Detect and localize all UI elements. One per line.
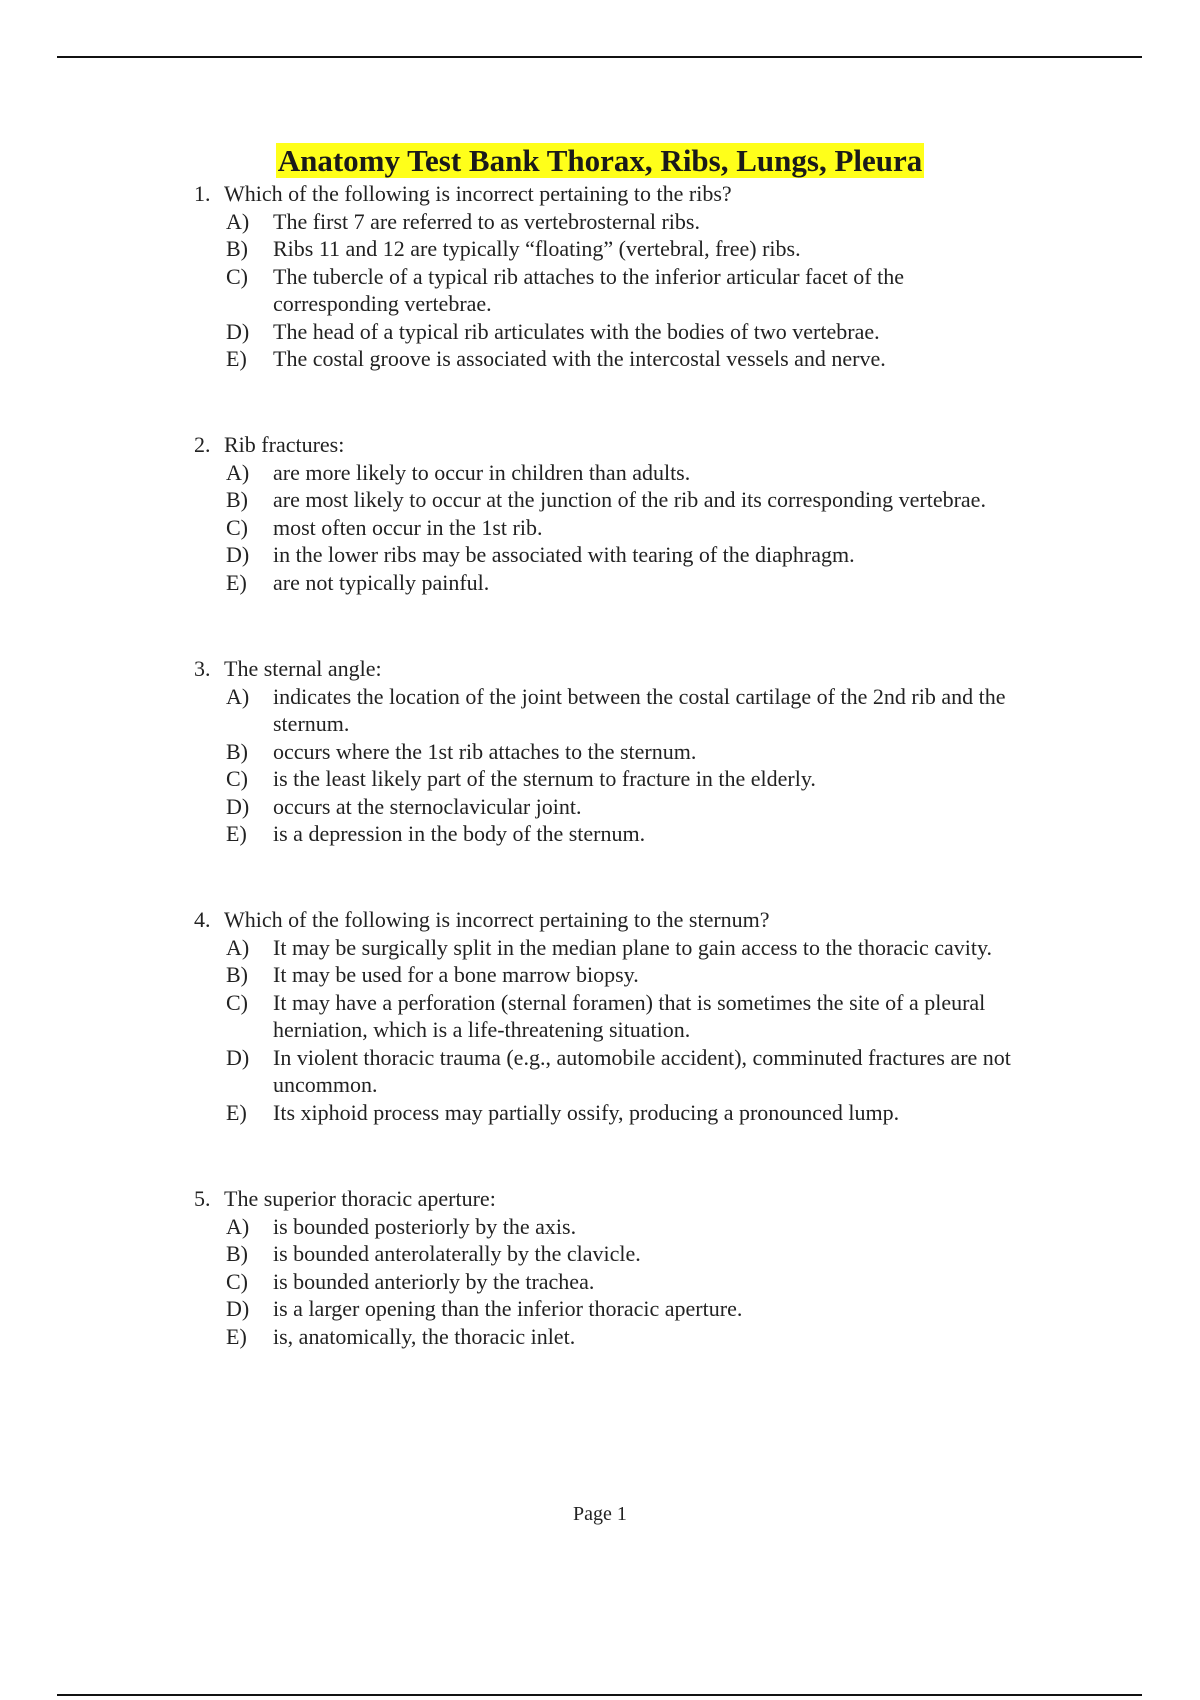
option-letter: A) <box>226 1213 250 1239</box>
option-text: is a larger opening than the inferior thoracic aperture. <box>273 1296 743 1321</box>
option-text: Its xiphoid process may partially ossify, producing a pronounced lump. <box>273 1099 900 1125</box>
question-3 <box>0 655 1200 848</box>
question-text: The sternal angle: <box>224 656 382 681</box>
option-letter: C) <box>226 514 248 540</box>
option-b <box>0 1240 1200 1268</box>
option-b <box>0 738 1200 766</box>
option-letter: E) <box>226 821 247 846</box>
question-number: 5. <box>194 1186 211 1211</box>
option-letter: D) <box>226 1044 250 1070</box>
option-text: is bounded anterolaterally by the clavicle. <box>273 1241 641 1266</box>
option-text: is the least likely part of the sternum to fracture in the elderly. <box>273 766 816 791</box>
option-a <box>0 1213 1200 1241</box>
option-letter: C) <box>226 989 248 1015</box>
option-text: is bounded anteriorly by the trachea. <box>273 1268 595 1294</box>
question-text: Which of the following is incorrect pertaining to the ribs? <box>224 181 732 206</box>
question-number: 3. <box>194 656 211 681</box>
question-text: The superior thoracic aperture: <box>224 1186 496 1211</box>
option-text: most often occur in the 1st rib. <box>273 514 543 540</box>
question-number: 1. <box>194 181 211 206</box>
option-letter: C) <box>226 263 248 289</box>
option-letter: D) <box>226 542 250 567</box>
option-letter: E) <box>226 346 247 371</box>
option-text: The head of a typical rib articulates with the bodies of two vertebrae. <box>273 318 880 344</box>
option-text: It may be surgically split in the median plane to gain access to the thoracic cavity. <box>273 934 993 960</box>
question-1 <box>0 180 1200 373</box>
option-text: in the lower ribs may be associated with tearing of the diaphragm. <box>273 542 855 567</box>
option-text: occurs where the 1st rib attaches to the sternum. <box>273 738 697 764</box>
question-text: Rib fractures: <box>224 432 345 457</box>
option-letter: B) <box>226 1241 248 1266</box>
option-e <box>0 820 1200 848</box>
option-a <box>0 683 1200 738</box>
option-letter: E) <box>226 569 247 595</box>
option-letter: D) <box>226 318 250 344</box>
option-d <box>0 793 1200 821</box>
option-text: indicates the location of the joint between the costal cartilage of the 2nd rib and the sternum. <box>273 683 1006 736</box>
question-4 <box>0 906 1200 1126</box>
option-letter: A) <box>226 459 250 485</box>
option-b <box>0 961 1200 989</box>
option-text: In violent thoracic trauma (e.g., automobile accident), comminuted fractures are not uncommon. <box>273 1044 1011 1097</box>
option-e <box>0 1323 1200 1351</box>
option-letter: B) <box>226 738 248 764</box>
option-text: It may be used for a bone marrow biopsy. <box>273 962 639 987</box>
question-stem <box>0 1185 1200 1213</box>
option-a <box>0 459 1200 487</box>
option-text: The tubercle of a typical rib attaches to the inferior articular facet of the corresponding vertebrae. <box>273 263 904 316</box>
option-letter: E) <box>226 1323 247 1349</box>
option-a <box>0 934 1200 962</box>
question-stem <box>0 180 1200 208</box>
option-text: are more likely to occur in children than adults. <box>273 459 691 485</box>
option-a <box>0 208 1200 236</box>
question-stem <box>0 431 1200 459</box>
top-rule <box>57 56 1142 58</box>
option-letter: E) <box>226 1099 247 1125</box>
option-text: occurs at the sternoclavicular joint. <box>273 793 582 819</box>
option-letter: A) <box>226 208 250 234</box>
option-text: The costal groove is associated with the intercostal vessels and nerve. <box>273 346 886 371</box>
option-d <box>0 1044 1200 1099</box>
option-e <box>0 345 1200 373</box>
option-c <box>0 514 1200 542</box>
option-d <box>0 1295 1200 1323</box>
option-text: Ribs 11 and 12 are typically “floating” (vertebral, free) ribs. <box>273 236 801 261</box>
page-title-text: Anatomy Test Bank Thorax, Ribs, Lungs, Pleura <box>277 143 923 178</box>
option-text: are not typically painful. <box>273 569 490 595</box>
option-letter: B) <box>226 487 248 512</box>
option-text: The first 7 are referred to as vertebrosternal ribs. <box>273 208 700 234</box>
option-letter: A) <box>226 683 250 709</box>
option-e <box>0 1099 1200 1127</box>
option-letter: C) <box>226 766 248 791</box>
option-letter: D) <box>226 793 250 819</box>
option-d <box>0 318 1200 346</box>
option-letter: D) <box>226 1296 250 1321</box>
question-stem <box>0 655 1200 683</box>
option-letter: B) <box>226 962 248 987</box>
page-number: Page 1 <box>573 1503 627 1525</box>
bottom-rule <box>57 1694 1142 1696</box>
option-letter: A) <box>226 934 250 960</box>
question-number: 4. <box>194 907 211 932</box>
option-c <box>0 989 1200 1044</box>
question-text: Which of the following is incorrect pertaining to the sternum? <box>224 907 770 932</box>
option-text: is bounded posteriorly by the axis. <box>273 1213 577 1239</box>
question-stem <box>0 906 1200 934</box>
option-c <box>0 263 1200 318</box>
option-b <box>0 486 1200 514</box>
option-text: are most likely to occur at the junction of the rib and its corresponding vertebrae. <box>273 487 986 512</box>
option-e <box>0 569 1200 597</box>
option-text: is a depression in the body of the sternum. <box>273 821 646 846</box>
option-text: is, anatomically, the thoracic inlet. <box>273 1323 576 1349</box>
option-b <box>0 235 1200 263</box>
option-letter: B) <box>226 236 248 261</box>
question-2 <box>0 431 1200 596</box>
option-letter: C) <box>226 1268 248 1294</box>
option-c <box>0 1268 1200 1296</box>
option-d <box>0 541 1200 569</box>
question-number: 2. <box>194 432 211 457</box>
option-c <box>0 765 1200 793</box>
page-title <box>0 142 1200 180</box>
option-text: It may have a perforation (sternal foramen) that is sometimes the site of a pleural herniation, which is a life-threatening situation. <box>273 989 986 1042</box>
question-5 <box>0 1185 1200 1350</box>
